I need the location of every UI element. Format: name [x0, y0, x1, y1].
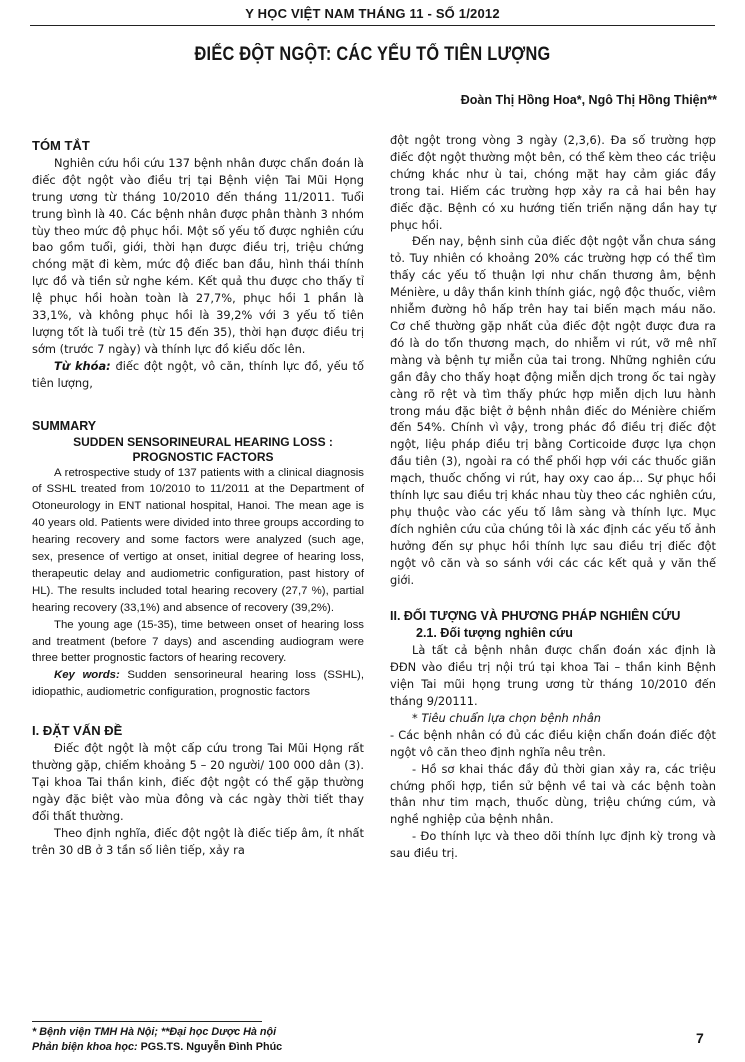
tomtat-keywords — [32, 358, 364, 392]
footnote-affiliations: * Bệnh viện TMH Hà Nội; **Đại học Dược Hà nội — [32, 1026, 277, 1038]
tomtat-heading: TÓM TẮT — [32, 138, 90, 153]
tomtat-keyword-label: Từ khóa: — [54, 358, 111, 373]
section1-heading: I. ĐẶT VẤN ĐỀ — [32, 723, 123, 739]
summary-subtitle-2: PROGNOSTIC FACTORS — [132, 449, 274, 464]
criteria-item-3: - Đo thính lực và theo dõi thính lực định kỳ trong và sau điều trị. — [390, 829, 716, 861]
summary-paragraph-2: The young age (15-35), time between onset of hearing loss and treatment (before 7 days) and ascending audiogram were three better prognostic factors of hearing recovery. — [32, 618, 364, 665]
page-number: 7 — [696, 1030, 704, 1046]
footnote-reviewer — [32, 1040, 372, 1055]
authors: Đoàn Thị Hồng Hoa*, Ngô Thị Hồng Thiện** — [460, 93, 717, 107]
section2-heading: II. ĐỐI TƯỢNG VÀ PHƯƠNG PHÁP NGHIÊN CỨU — [390, 609, 681, 624]
subsection-2-1-heading: 2.1. Đối tượng nghiên cứu — [416, 626, 573, 641]
criteria-item-2: - Hồ sơ khai thác đầy đủ thời gian xảy ra, các triệu chứng phối hợp, tiền sử bệnh về tai và các bệnh toàn thân như tim mạch, thuốc dùng, triệu chứng cúm, và nghề nghiệp của bệnh nhân. — [390, 761, 716, 827]
reviewer-label: Phản biện khoa học: — [32, 1041, 138, 1053]
summary-keyword-label: Key words: — [54, 669, 120, 682]
intro-paragraph-cont: đột ngột trong vòng 3 ngày (2,3,6). Đa số trường hợp điếc đột ngột thường một bên, có thể kèm theo các triệu chứng khác như ù tai, chóng mặt hay cảm giác đầy trong tai. Hiếm các trường hợp xảy ra cả hai bên hay điếc đặc. Bệnh có xu hướng tiến triển nặng dần hay tự phục hồi. — [390, 133, 716, 232]
footnote-rule — [32, 1021, 262, 1022]
article-title: ĐIẾC ĐỘT NGỘT: CÁC YẾU TỐ TIÊN LƯỢNG — [194, 44, 551, 65]
tomtat-body: Nghiên cứu hồi cứu 137 bệnh nhân được chẩn đoán là điếc đột ngột vào điều trị tại Bệnh viện Tai Mũi Họng trung ương từ tháng 10/2010 đến tháng 11/2011. Tuổi trung bình là 40. Các bệnh nhân được phân thành 3 nhóm tùy theo mức độ phục hồi. Một số yếu tố được nghiên cứu bao gồm tuổi, giới, thời hạn được điều trị, triệu chứng chóng mặt đi kèm, mức độ điếc ban đầu, hình thái thính lực đồ và tiền sử nghe kém. Kết quả thu được cho thấy tỉ lệ phục hồi hoàn toàn là 27,7%, phục hồi 1 phần là 33,1%, và không phục hồi là 39,2% với 3 yếu tố tiên lượng tốt là tuổi trẻ (từ 15 đến 35), thời hạn được điều trị sớm (trước 7 ngày) và thính lực đồ kiểu dốc lên. — [32, 155, 364, 356]
section1-paragraph-1: Điếc đột ngột là một cấp cứu trong Tai Mũi Họng rất thường gặp, chiếm khoảng 5 – 20 người/ 100 000 dân (3). Tại khoa Tai thần kinh, điếc đột ngột có thể gặp thường ngày đặc biệt vào mùa đông và các ngày thời tiết thay đổi thất thường. — [32, 741, 364, 823]
header-rule — [30, 25, 715, 26]
journal-header: Y HỌC VIỆT NAM THÁNG 11 - SỐ 1/2012 — [245, 6, 500, 21]
summary-keywords — [32, 667, 364, 701]
criteria-item-1: - Các bệnh nhân có đủ các điều kiện chẩn đoán điếc đột ngột vô căn theo định nghĩa nêu trên. — [390, 727, 716, 759]
right-column — [390, 132, 716, 862]
left-column — [32, 138, 364, 858]
summary-paragraph-1: A retrospective study of 137 patients with a clinical diagnosis of SSHL treated from 10/2010 to 11/2011 at the Department of Otoneurology in ENT national hospital, Hanoi. The mean age is 40 years old. Patients were divided into three groups according to hearing recovery and some factors were analyzed (such age, sex, presence of vertigo at onset, initial degree of hearing loss, therapeutic delay and audiometric configuration, past history of HL). The results included total hearing recovery (27,7 %), partial hearing recovery (33,1%) and absence of recovery (39,2%). — [32, 466, 364, 614]
section1-paragraph-2: Theo định nghĩa, điếc đột ngột là điếc tiếp âm, ít nhất trên 30 dB ở 3 tần số liên tiếp, xảy ra — [32, 825, 364, 857]
footnote — [32, 1025, 372, 1055]
summary-keyword-text: Sudden sensorineural hearing loss (SSHL), idiopathic, audiometric configuration, prognostic factors — [32, 669, 364, 699]
subjects-paragraph: Là tất cả bệnh nhân được chẩn đoán xác định là ĐĐN vào điều trị nội trú tại khoa Tai – thần kinh Bệnh viện Tai mũi họng trung ương từ tháng 10/2010 đến tháng 9/20111. — [390, 643, 716, 708]
summary-heading: SUMMARY — [32, 418, 97, 433]
tomtat-keyword-text: điếc đột ngột, vô căn, thính lực đồ, yếu tố tiên lượng, — [32, 358, 364, 390]
criteria-heading: * Tiêu chuẩn lựa chọn bệnh nhân — [412, 710, 602, 725]
summary-subtitle-1: SUDDEN SENSORINEURAL HEARING LOSS : — [73, 434, 333, 449]
reviewer-name: PGS.TS. Nguyễn Đình Phúc — [137, 1041, 283, 1053]
intro-paragraph-2: Đến nay, bệnh sinh của điếc đột ngột vẫn chưa sáng tỏ. Tuy nhiên có khoảng 20% các trường hợp có thể tìm thấy các yếu tố thuận lợi như chấn thương âm, bệnh Ménière, u dây thần kinh thính giác, ngộ độc thuốc, viêm nhiễm đường hô hấp trên hay tai biến mạch máu não. Cơ chế thường gặp nhất của điếc đột ngột được đưa ra đó là do tổn thương mạch, do nhiễm vi rút, vỡ mê nhĩ màng và bệnh tự miễn của tai trong. Những nghiên cứu gần đây cho thấy hoạt động miễn dịch trong ốc tai ngày càng rõ rệt và tìm thấy phức hợp miễn dịch lưu hành trong máu đặc biệt ở bệnh nhân điếc do Ménière chiếm đến 54%. Chính vì vậy, trong phác đồ điều trị điếc đột ngột, liệu pháp điều trị bằng Corticoide được lựa chọn đầu tiên (3), ngoài ra có thể phối hợp với các thuốc giãn mạch, thuốc chống vi rút, hay oxy cao áp... Sự phục hồi thính lực sau điều trị khác nhau tùy theo các nghiên cứu, phụ thuộc vào các yếu tố lâm sàng và thính lực. Mục đích nghiên cứu của chúng tôi là xác định các yếu tố ảnh hưởng đến sự phục hồi thính lực sau điều trị điếc đột ngột vô căn và so sánh với các các kết quả y văn thế giới. — [390, 234, 716, 587]
